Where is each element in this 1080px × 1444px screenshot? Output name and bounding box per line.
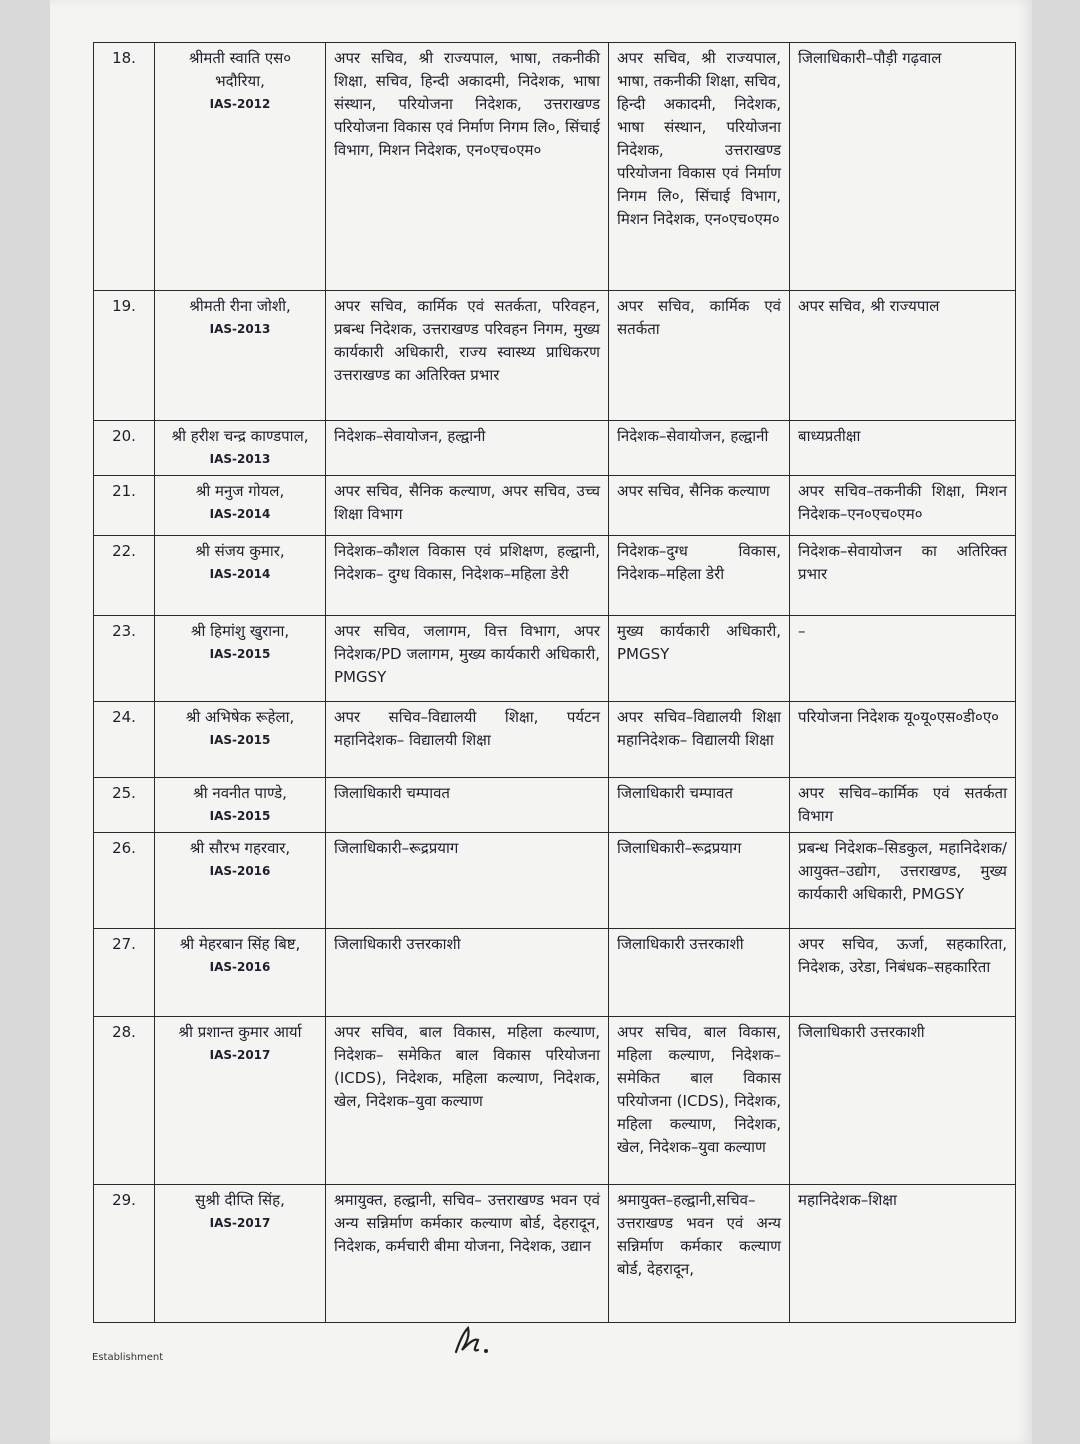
officer-cell <box>155 291 326 421</box>
table-row <box>94 43 1016 291</box>
current-posting: जिलाधिकारी–रूद्रप्रयाग <box>326 833 609 929</box>
retained-posting: निदेशक–सेवायोजन, हल्द्वानी <box>609 421 790 476</box>
signature-mark <box>448 1322 498 1366</box>
serial-number: 28. <box>94 1017 155 1185</box>
officer-name: श्री अभिषेक रूहेला, <box>185 708 295 726</box>
table-row <box>94 291 1016 421</box>
officer-name: श्री प्रशान्त कुमार आर्या <box>178 1023 302 1041</box>
officer-name: श्री मनुज गोयल, <box>195 482 285 500</box>
retained-posting: अपर सचिव, बाल विकास, महिला कल्याण, निदेशक–समेकित बाल विकास परियोजना (ICDS), निदेशक, महिला कल्याण, निदेशक, खेल, निदेशक–युवा कल्याण <box>609 1017 790 1185</box>
current-posting: अपर सचिव, सैनिक कल्याण, अपर सचिव, उच्च शिक्षा विभाग <box>326 476 609 536</box>
table-row <box>94 1185 1016 1323</box>
officer-name: श्री हरीश चन्द्र काण्डपाल, <box>171 427 309 445</box>
officer-name: श्री सौरभ गहरवार, <box>189 839 291 857</box>
officer-cell <box>155 421 326 476</box>
table-row <box>94 476 1016 536</box>
transfer-table <box>93 42 1016 1323</box>
officer-cell <box>155 616 326 702</box>
retained-posting: अपर सचिव, कार्मिक एवं सतर्कता <box>609 291 790 421</box>
current-posting: अपर सचिव, जलागम, वित्त विभाग, अपर निदेशक/PD जलागम, मुख्य कार्यकारी अधिकारी, PMGSY <box>326 616 609 702</box>
serial-number: 29. <box>94 1185 155 1323</box>
new-posting: अपर सचिव–कार्मिक एवं सतर्कता विभाग <box>790 778 1016 833</box>
officer-cell <box>155 702 326 778</box>
retained-posting: जिलाधिकारी चम्पावत <box>609 778 790 833</box>
retained-posting: अपर सचिव, श्री राज्यपाल, भाषा, तकनीकी शिक्षा, सचिव, हिन्दी अकादमी, निदेशक, भाषा संस्थान, परियोजना निदेशक, उत्तराखण्ड परियोजना विकास एवं निर्माण निगम लि०, सिंचाई विभाग, मिशन निदेशक, एन०एच०एम० <box>609 43 790 291</box>
retained-posting: जिलाधिकारी उत्तरकाशी <box>609 929 790 1017</box>
current-posting: श्रमायुक्त, हल्द्वानी, सचिव– उत्तराखण्ड भवन एवं अन्य सन्निर्माण कर्मकार कल्याण बोर्ड, देहरादून, निदेशक, कर्मचारी बीमा योजना, निदेशक, उद्यान <box>326 1185 609 1323</box>
current-posting: अपर सचिव, श्री राज्यपाल, भाषा, तकनीकी शिक्षा, सचिव, हिन्दी अकादमी, निदेशक, भाषा संस्थान, परियोजना निदेशक, उत्तराखण्ड परियोजना विकास एवं निर्माण निगम लि०, सिंचाई विभाग, मिशन निदेशक, एन०एच०एम० <box>326 43 609 291</box>
retained-posting: जिलाधिकारी–रूद्रप्रयाग <box>609 833 790 929</box>
officer-batch: IAS-2013 <box>209 322 271 336</box>
current-posting: जिलाधिकारी उत्तरकाशी <box>326 929 609 1017</box>
retained-posting: निदेशक–दुग्ध विकास, निदेशक–महिला डेरी <box>609 536 790 616</box>
serial-number: 25. <box>94 778 155 833</box>
serial-number: 20. <box>94 421 155 476</box>
officer-cell <box>155 1185 326 1323</box>
serial-number: 22. <box>94 536 155 616</box>
serial-number: 19. <box>94 291 155 421</box>
officer-name: श्रीमती रीना जोशी, <box>189 297 291 315</box>
officer-cell <box>155 778 326 833</box>
new-posting: परियोजना निदेशक यू०यू०एस०डी०ए० <box>790 702 1016 778</box>
officer-name: सुश्री दीप्ति सिंह, <box>195 1191 285 1209</box>
officer-batch: IAS-2013 <box>209 452 271 466</box>
officer-name: श्रीमती स्वाति एस० भदौरिया, <box>188 49 292 90</box>
table-row <box>94 833 1016 929</box>
new-posting: प्रबन्ध निदेशक–सिडकुल, महानिदेशक/आयुक्त–उद्योग, उत्तराखण्ड, मुख्य कार्यकारी अधिकारी, PMGSY <box>790 833 1016 929</box>
current-posting: अपर सचिव–विद्यालयी शिक्षा, पर्यटन महानिदेशक– विद्यालयी शिक्षा <box>326 702 609 778</box>
new-posting: जिलाधिकारी उत्तरकाशी <box>790 1017 1016 1185</box>
officer-cell <box>155 43 326 291</box>
new-posting: अपर सचिव, ऊर्जा, सहकारिता, निदेशक, उरेडा, निबंधक–सहकारिता <box>790 929 1016 1017</box>
table-row <box>94 778 1016 833</box>
officer-name: श्री संजय कुमार, <box>195 542 285 560</box>
new-posting: अपर सचिव, श्री राज्यपाल <box>790 291 1016 421</box>
table-row <box>94 616 1016 702</box>
new-posting: – <box>790 616 1016 702</box>
officer-batch: IAS-2015 <box>209 733 271 747</box>
officer-batch: IAS-2017 <box>209 1048 271 1062</box>
officer-batch: IAS-2017 <box>209 1216 271 1230</box>
officer-cell <box>155 833 326 929</box>
new-posting: निदेशक–सेवायोजन का अतिरिक्त प्रभार <box>790 536 1016 616</box>
new-posting: महानिदेशक–शिक्षा <box>790 1185 1016 1323</box>
officer-cell <box>155 476 326 536</box>
serial-number: 24. <box>94 702 155 778</box>
retained-posting: अपर सचिव–विद्यालयी शिक्षा महानिदेशक– विद्यालयी शिक्षा <box>609 702 790 778</box>
officer-name: श्री मेहरबान सिंह बिष्ट, <box>179 935 301 953</box>
officer-batch: IAS-2014 <box>209 507 271 521</box>
officer-batch: IAS-2014 <box>209 567 271 581</box>
current-posting: निदेशक–सेवायोजन, हल्द्वानी <box>326 421 609 476</box>
officer-batch: IAS-2015 <box>209 647 271 661</box>
serial-number: 21. <box>94 476 155 536</box>
table-row <box>94 421 1016 476</box>
serial-number: 27. <box>94 929 155 1017</box>
table-row <box>94 1017 1016 1185</box>
officer-cell <box>155 929 326 1017</box>
officer-name: श्री नवनीत पाण्डे, <box>193 784 287 802</box>
officer-cell <box>155 536 326 616</box>
new-posting: बाध्यप्रतीक्षा <box>790 421 1016 476</box>
new-posting: अपर सचिव–तकनीकी शिक्षा, मिशन निदेशक–एन०एच०एम० <box>790 476 1016 536</box>
officer-batch: IAS-2012 <box>209 97 271 111</box>
officer-batch: IAS-2016 <box>209 864 271 878</box>
table-row <box>94 536 1016 616</box>
new-posting: जिलाधिकारी–पौड़ी गढ़वाल <box>790 43 1016 291</box>
establishment-label: Establishment <box>92 1352 164 1363</box>
officer-batch: IAS-2015 <box>209 809 271 823</box>
current-posting: निदेशक–कौशल विकास एवं प्रशिक्षण, हल्द्वानी, निदेशक– दुग्ध विकास, निदेशक–महिला डेरी <box>326 536 609 616</box>
current-posting: अपर सचिव, कार्मिक एवं सतर्कता, परिवहन, प्रबन्ध निदेशक, उत्तराखण्ड परिवहन निगम, मुख्य कार्यकारी अधिकारी, राज्य स्वास्थ्य प्राधिकरण उत्तराखण्ड का अतिरिक्त प्रभार <box>326 291 609 421</box>
table-row <box>94 702 1016 778</box>
table-body <box>94 43 1016 1323</box>
serial-number: 18. <box>94 43 155 291</box>
current-posting: अपर सचिव, बाल विकास, महिला कल्याण, निदेशक– समेकित बाल विकास परियोजना (ICDS), निदेशक, महिला कल्याण, निदेशक, खेल, निदेशक–युवा कल्याण <box>326 1017 609 1185</box>
officer-batch: IAS-2016 <box>209 960 271 974</box>
retained-posting: मुख्य कार्यकारी अधिकारी, PMGSY <box>609 616 790 702</box>
serial-number: 23. <box>94 616 155 702</box>
current-posting: जिलाधिकारी चम्पावत <box>326 778 609 833</box>
officer-cell <box>155 1017 326 1185</box>
retained-posting: श्रमायुक्त–हल्द्वानी,सचिव– उत्तराखण्ड भवन एवं अन्य सन्निर्माण कर्मकार कल्याण बोर्ड, देहरादून, <box>609 1185 790 1323</box>
retained-posting: अपर सचिव, सैनिक कल्याण <box>609 476 790 536</box>
table-row <box>94 929 1016 1017</box>
serial-number: 26. <box>94 833 155 929</box>
officer-name: श्री हिमांशु खुराना, <box>190 622 290 640</box>
